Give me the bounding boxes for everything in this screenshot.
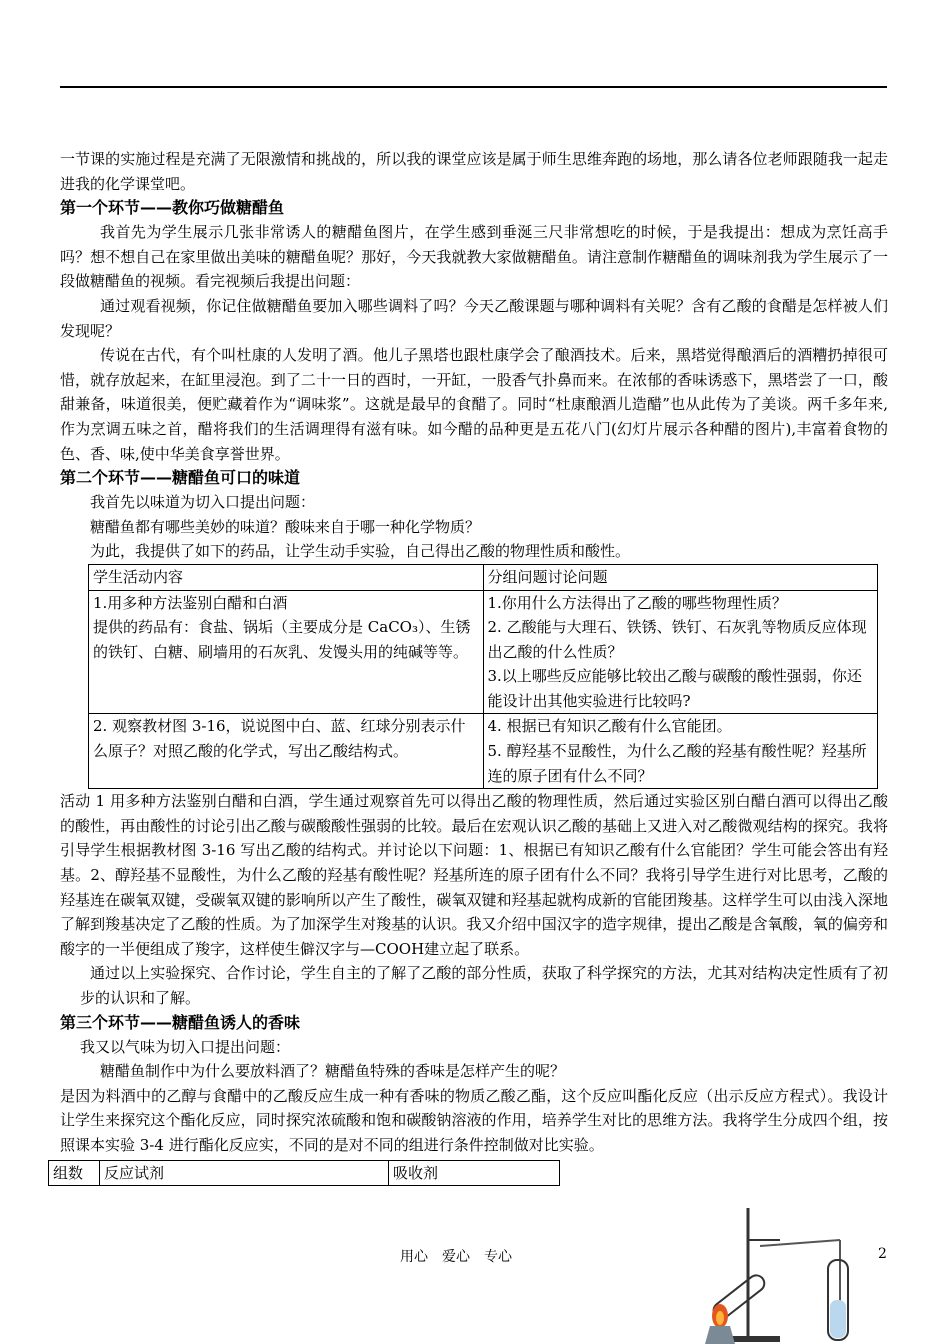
esterification-apparatus-image bbox=[700, 1200, 875, 1344]
table-cell bbox=[483, 590, 878, 714]
footer-motto: 用心 爱心 专心 bbox=[400, 1249, 512, 1265]
cell-line: 1.用多种方法鉴别白醋和白酒 bbox=[93, 593, 288, 612]
activity-paragraph: 活动 1 用多种方法鉴别白醋和白酒，学生通过观察首先可以得出乙酸的物理性质，然后通过实验区别白醋白酒可以得出乙酸的酸性，再由酸性的讨论引出乙酸与碳酸酸性强弱的比较。最后在宏观认识乙酸的基础上又进入对乙酸微观结构的探究。我将引导学生根据教材图 3-16 写出乙酸的结构式。并讨论以下问题：1、根据已有知识乙酸有什么官能团？学生可能会答出有羟基。2、醇羟基不显酸性，为什么乙酸的羟基有酸性呢？羟基所连的原子团有什么不同？我将引导学生进行对比思考，乙酸的羟基连在碳氧双键，受碳氧双键的影响所以产生了酸性，碳氧双键和羟基起就构成新的官能团羧基。这样学生可以由浅入深地了解到羧基决定了乙酸的性质。为了加深学生对羧基的认识。我又介绍中国汉字的造字规律，提出乙酸是含氧酸，氧的偏旁和酸字的一半便组成了羧字，这样使生僻汉字与—COOH建立起了联系。 bbox=[60, 792, 888, 958]
table-cell: 2. 观察教材图 3-16，说说图中白、蓝、红球分别表示什么原子？对照乙酸的化学式，写出乙酸结构式。 bbox=[89, 714, 484, 789]
section-heading-1: 第一个环节——教你巧做糖醋鱼 bbox=[60, 198, 285, 218]
document-body bbox=[53, 147, 888, 1186]
section1-paragraph-1: 我首先为学生展示几张非常诱人的糖醋鱼图片，在学生感到垂涎三尺非常想吃的时候，于是我提出：想成为烹饪高手吗？想不想自己在家里做出美味的糖醋鱼呢？那好，今天我就教大家做糖醋鱼。请注意制作糖醋鱼的调味剂我为学生展示了一段做糖醋鱼的视频。看完视频后我提出问题： bbox=[60, 223, 888, 291]
section3-paragraph-2: 糖醋鱼制作中为什么要放料酒了？糖醋鱼特殊的香味是怎样产生的呢？ bbox=[100, 1062, 566, 1081]
table-cell bbox=[483, 714, 878, 789]
cell-line: 1.你用什么方法得出了乙酸的哪些物理性质？ bbox=[487, 593, 787, 612]
section2-paragraph-2: 糖醋鱼都有哪些美妙的味道？酸味来自于哪一种化学物质？ bbox=[90, 517, 481, 536]
intro-paragraph: 一节课的实施过程是充满了无限激情和挑战的，所以我的课堂应该是属于师生思维奔跑的场地，那么请各位老师跟随我一起走进我的化学课堂吧。 bbox=[60, 150, 888, 193]
table-header-row bbox=[89, 564, 878, 590]
section-heading-3: 第三个环节——糖醋鱼诱人的香味 bbox=[60, 1012, 301, 1032]
cell-line: 提供的药品有：食盐、锅垢（主要成分是 CaCO₃）、生锈的铁钉、白糖、刷墙用的石灰乳、发馒头用的纯碱等等。 bbox=[93, 618, 471, 661]
table-row bbox=[89, 590, 878, 714]
table-row bbox=[89, 714, 878, 789]
section3-paragraph-1: 我又以气味为切入口提出问题： bbox=[80, 1037, 291, 1056]
section1-paragraph-3: 传说在古代，有个叫杜康的人发明了酒。他儿子黑塔也跟杜康学会了酿酒技术。后来，黑塔觉得酿酒后的酒糟扔掉很可惜，就存放起来，在缸里浸泡。到了二十一日的酉时，一开缸，一股香气扑鼻而来。在浓郁的香味诱惑下，黑塔尝了一口，酸甜兼备，味道很美，便贮藏着作为“调味浆”。这就是最早的食醋了。同时“杜康酿酒儿造醋”也从此传为了美谈。两千多年来,作为烹调五味之首，醋将我们的生活调理得有滋有味。如今醋的品种更是五花八门(幻灯片展示各种醋的图片),丰富着食物的色、香、味,使中华美食享誉世界。 bbox=[60, 346, 888, 463]
group-table bbox=[48, 1160, 560, 1187]
section2-paragraph-3: 为此，我提供了如下的药品，让学生动手实验，自己得出乙酸的物理性质和酸性。 bbox=[90, 542, 631, 561]
table-header-cell: 反应试剂 bbox=[100, 1160, 389, 1186]
section2-paragraph-1: 我首先以味道为切入口提出问题： bbox=[90, 493, 316, 512]
cell-line: 2. 乙酸能与大理石、铁锈、铁钉、石灰乳等物质反应体现出乙酸的什么性质？ bbox=[487, 618, 867, 661]
section3-paragraph-3: 是因为料酒中的乙醇与食醋中的乙酸反应生成一种有香味的物质乙酸乙酯，这个反应叫酯化反应（出示反应方程式）。我设计让学生来探究这个酯化反应，同时探究浓硫酸和饱和碳酸钠溶液的作用，培养学生对比的思维方法。我将学生分成四个组，按照课本实验 3-4 进行酯化反应实，不同的是对不同的组进行条件控制做对比实验。 bbox=[60, 1086, 888, 1154]
cell-line: 3.以上哪些反应能够比较出乙酸与碳酸的酸性强弱，你还能设计出其他实验进行比较吗? bbox=[487, 667, 862, 710]
table-header-cell: 分组问题讨论问题 bbox=[483, 564, 878, 590]
header-rule bbox=[60, 86, 887, 88]
page-number: 2 bbox=[878, 1246, 887, 1262]
table-header-row bbox=[49, 1160, 560, 1186]
activity-table bbox=[88, 564, 878, 789]
table-header-cell: 组数 bbox=[49, 1160, 100, 1186]
section1-paragraph-2: 通过观看视频，你记住做糖醋鱼要加入哪些调料了吗？今天乙酸课题与哪种调料有关呢？含有乙酸的食醋是怎样被人们发现呢？ bbox=[60, 296, 888, 340]
section-heading-2: 第二个环节——糖醋鱼可口的味道 bbox=[60, 468, 301, 488]
table-cell bbox=[89, 590, 484, 714]
table-header-cell: 学生活动内容 bbox=[89, 564, 484, 590]
cell-line: 4. 根据已有知识乙酸有什么官能团。 bbox=[487, 717, 732, 736]
table-header-cell: 吸收剂 bbox=[389, 1160, 560, 1186]
summary-paragraph: 通过以上实验探究、合作讨论，学生自主的了解了乙酸的部分性质，获取了科学探究的方法，尤其对结构决定性质有了初步的认识和了解。 bbox=[80, 964, 888, 1007]
cell-line: 5. 醇羟基不显酸性，为什么乙酸的羟基有酸性呢？羟基所连的原子团有什么不同？ bbox=[487, 742, 867, 785]
